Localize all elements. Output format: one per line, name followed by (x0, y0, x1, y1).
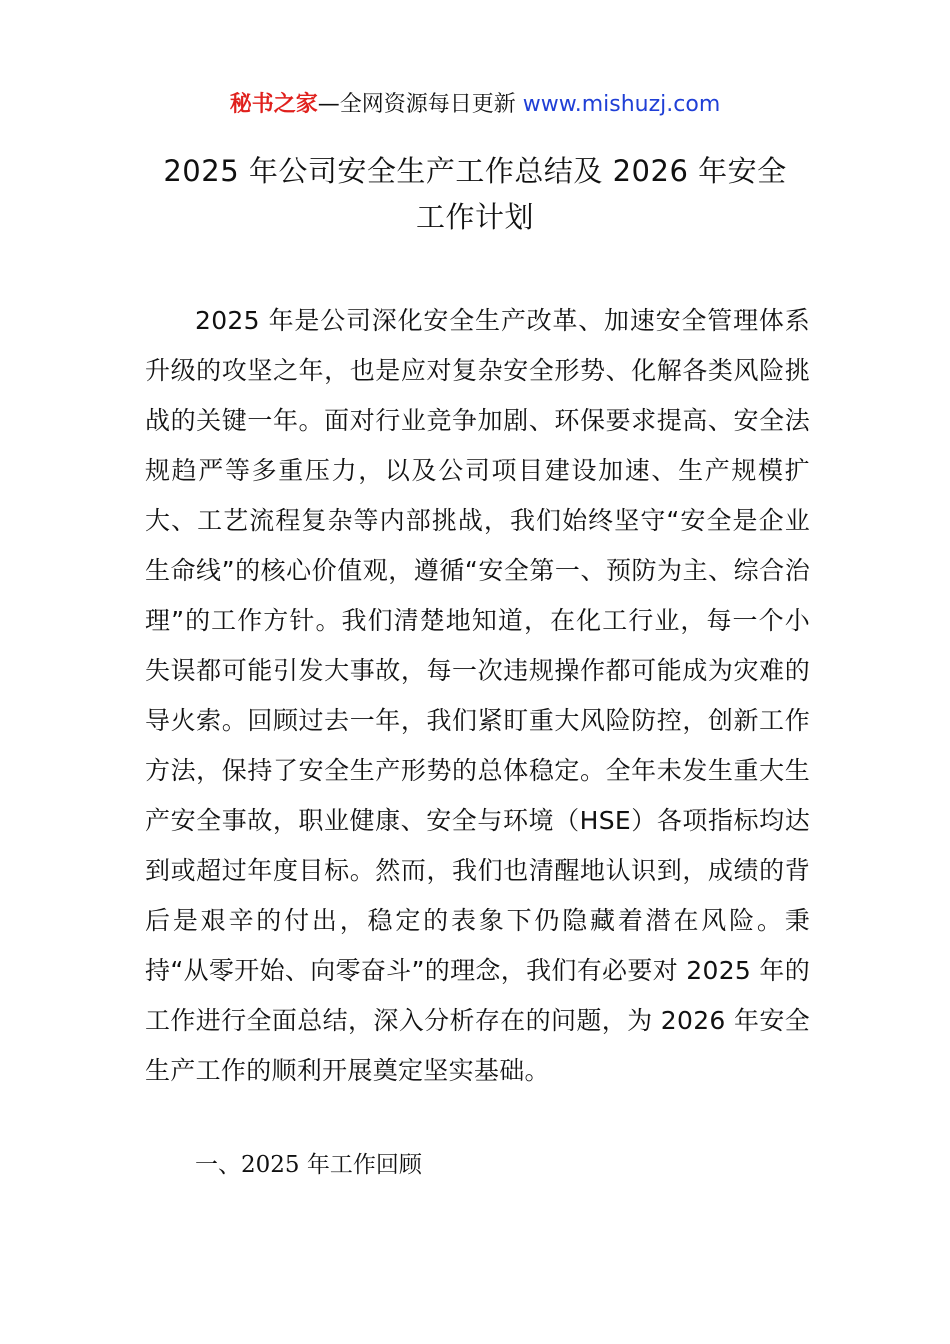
document-title (150, 148, 800, 240)
title-line-2: 工作计划 (415, 200, 534, 234)
header-tagline: —全网资源每日更新 (317, 92, 516, 117)
intro-paragraph: 2025 年是公司深化安全生产改革、加速安全管理体系升级的攻坚之年，也是应对复杂安全形势、化解各类风险挑战的关键一年。面对行业竞争加剧、环保要求提高、安全法规趋严等多重压力，以及公司项目建设加速、生产规模扩大、工艺流程复杂等内部挑战，我们始终坚守“安全是企业生命线”的核心价值观，遵循“安全第一、预防为主、综合治理”的工作方针。我们清楚地知道，在化工行业，每一个小失误都可能引发大事故，每一次违规操作都可能成为灾难的导火索。回顾过去一年，我们紧盯重大风险防控，创新工作方法，保持了安全生产形势的总体稳定。全年未发生重大生产安全事故，职业健康、安全与环境（HSE）各项指标均达到或超过年度目标。然而，我们也清醒地认识到，成绩的背后是艰辛的付出，稳定的表象下仍隐藏着潜在风险。秉持“从零开始、向零奋斗”的理念，我们有必要对 2025 年的工作进行全面总结，深入分析存在的问题，为 2026 年安全生产工作的顺利开展奠定坚实基础。 (145, 306, 810, 1085)
brand-name: 秘书之家 (229, 92, 318, 117)
title-line-1: 2025 年公司安全生产工作总结及 2026 年安全 (163, 154, 787, 188)
site-header (0, 88, 950, 122)
site-url-link[interactable]: www.mishuzj.com (522, 92, 721, 117)
section-heading-1: 一、2025 年工作回顾 (195, 1152, 422, 1178)
